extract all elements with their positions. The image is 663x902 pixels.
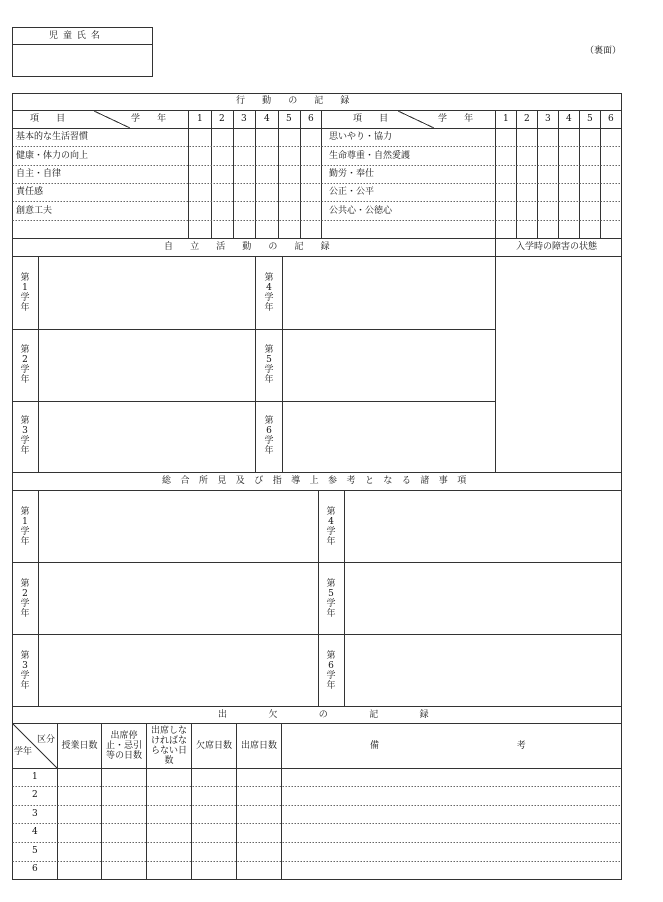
- attendance-header-absent-days: 欠席日数: [195, 741, 232, 751]
- behavior-right-grade-3: 3: [545, 114, 551, 124]
- behavior-right-grade-header: 学年: [438, 114, 491, 124]
- overall-year-5-label: 第 5 学 年: [326, 579, 336, 619]
- behavior-left-grade-3: 3: [241, 114, 247, 124]
- independence-section-title: 自立活動の記録: [164, 242, 347, 252]
- behavior-right-item-header: 項目: [353, 114, 406, 124]
- overall-year-2-label: 第 2 学 年: [20, 579, 30, 619]
- behavior-right-grade-2: 2: [524, 114, 530, 124]
- disability-state-title: 入学時の障害の状態: [516, 242, 598, 252]
- behavior-left-item: 責任感: [16, 187, 44, 197]
- independence-year-3-label: 第 3 学 年: [20, 416, 30, 456]
- overall-year-1-label: 第 1 学 年: [20, 507, 30, 547]
- behavior-left-item-header: 項目: [30, 114, 83, 124]
- independence-year-5-label: 第 5 学 年: [264, 345, 274, 385]
- behavior-left-grade-4: 4: [264, 114, 270, 124]
- attendance-corner-grade: 学年: [14, 747, 33, 757]
- behavior-right-grade-1: 1: [503, 114, 509, 124]
- behavior-right-item: 公共心・公徳心: [329, 206, 393, 216]
- behavior-left-item: 創意工夫: [16, 206, 53, 216]
- behavior-right-item: 生命尊重・自然愛護: [329, 151, 411, 161]
- page-side-label: （裏面）: [585, 46, 622, 56]
- attendance-header-class-days: 授業日数: [61, 741, 98, 751]
- attendance-grade-6: 6: [32, 864, 38, 874]
- attendance-header-remarks: 備考: [370, 741, 663, 751]
- overall-year-3-label: 第 3 学 年: [20, 651, 30, 691]
- behavior-right-item: 勤労・奉仕: [329, 169, 375, 179]
- attendance-header-present-days: 出席日数: [240, 741, 277, 751]
- behavior-section-title: 行動の記録: [236, 96, 367, 106]
- behavior-right-grade-4: 4: [566, 114, 572, 124]
- behavior-right-item: 思いやり・協力: [329, 132, 393, 142]
- behavior-left-item: 健康・体力の向上: [16, 151, 89, 161]
- behavior-right-grade-6: 6: [608, 114, 614, 124]
- attendance-section-title: 出欠の記録: [218, 710, 471, 720]
- attendance-grade-2: 2: [32, 790, 38, 800]
- independence-year-1-label: 第 1 学 年: [20, 273, 30, 313]
- independence-year-2-label: 第 2 学 年: [20, 345, 30, 385]
- behavior-left-grade-6: 6: [308, 114, 314, 124]
- overall-section-title: 総合所見及び指導上参考となる諸事項: [162, 476, 476, 486]
- attendance-header-required-days: 出席しなければならない日数: [150, 726, 187, 766]
- behavior-left-grade-5: 5: [286, 114, 292, 124]
- behavior-right-item: 公正・公平: [329, 187, 375, 197]
- overall-year-6-label: 第 6 学 年: [326, 651, 336, 691]
- behavior-left-item: 基本的な生活習慣: [16, 132, 89, 142]
- behavior-left-grade-2: 2: [219, 114, 225, 124]
- behavior-left-item: 自主・自律: [16, 169, 62, 179]
- attendance-grade-5: 5: [32, 846, 38, 856]
- student-name-label: 児童氏名: [49, 31, 105, 41]
- attendance-header-suspension-days: 出席停止・忌引等の日数: [105, 731, 142, 761]
- behavior-right-grade-5: 5: [587, 114, 593, 124]
- independence-year-4-label: 第 4 学 年: [264, 273, 274, 313]
- attendance-grade-1: 1: [32, 772, 38, 782]
- overall-year-4-label: 第 4 学 年: [326, 507, 336, 547]
- attendance-corner-category: 区分: [37, 735, 56, 745]
- behavior-left-grade-header: 学年: [131, 114, 184, 124]
- attendance-grade-4: 4: [32, 827, 38, 837]
- behavior-left-grade-1: 1: [197, 114, 203, 124]
- independence-year-6-label: 第 6 学 年: [264, 416, 274, 456]
- attendance-grade-3: 3: [32, 809, 38, 819]
